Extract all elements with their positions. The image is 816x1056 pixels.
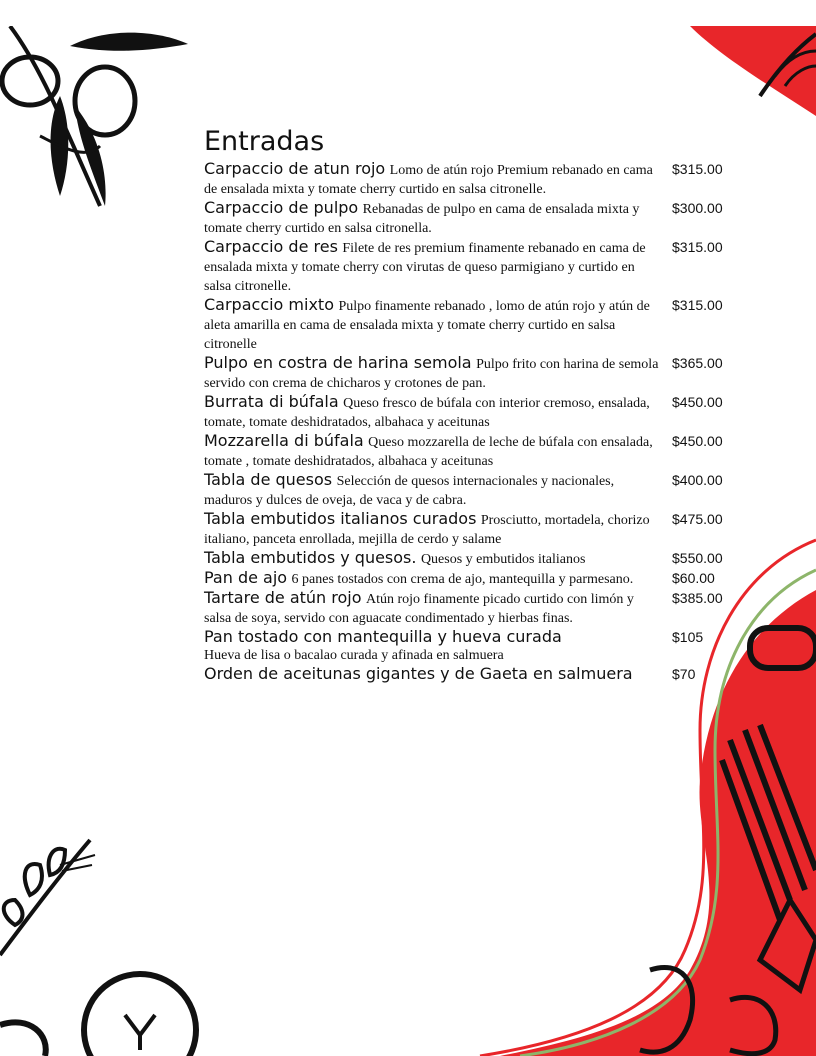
menu-item-description: Rebanadas de pulpo en cama de ensalada mixta y tomate cherry curtido en salsa citronella. xyxy=(204,202,640,236)
menu-item-description: Quesos y embutidos italianos xyxy=(420,552,586,567)
section-title: Entradas xyxy=(204,126,325,157)
menu-section xyxy=(204,126,734,684)
menu-item-description: Filete de res premium finamente rebanado en cama de ensalada mixta y tomate cherry con virutas de queso parmigiano y curtido en salsa citronelle. xyxy=(204,241,646,294)
menu-item-description: Queso fresco de búfala con interior cremoso, ensalada, tomate, tomate deshidratados, albahaca y aceitunas xyxy=(204,396,650,430)
menu-item xyxy=(204,510,734,549)
menu-item-price: $450.00 xyxy=(672,394,723,410)
menu-item xyxy=(204,199,734,238)
menu-item-text xyxy=(204,199,659,238)
menu-item xyxy=(204,296,734,354)
menu-item-text xyxy=(204,569,659,589)
menu-item xyxy=(204,569,734,589)
menu-item-text xyxy=(204,432,659,471)
menu-item xyxy=(204,549,734,569)
menu-item-text xyxy=(204,393,659,432)
menu-item-name: Pan tostado con mantequilla y hueva curada xyxy=(204,627,562,646)
menu-item-price: $550.00 xyxy=(672,550,723,566)
menu-item-price: $385.00 xyxy=(672,590,723,606)
menu-item-price: $450.00 xyxy=(672,433,723,449)
menu-item-name: Carpaccio de res xyxy=(204,237,338,256)
menu-item-description: Atún rojo finamente picado curtido con limón y salsa de soya, servido con aguacate condimentado y hierbas finas. xyxy=(204,592,634,626)
menu-item-text xyxy=(204,354,659,393)
menu-item-name: Mozzarella di búfala xyxy=(204,431,364,450)
menu-item-price: $315.00 xyxy=(672,239,723,255)
menu-item-name: Tartare de atún rojo xyxy=(204,588,362,607)
menu-item-price: $400.00 xyxy=(672,472,723,488)
menu-item-name: Tabla embutidos y quesos. xyxy=(204,548,417,567)
menu-item-description: Pulpo frito con harina de semola servido con crema de chicharos y crotones de pan. xyxy=(204,357,659,391)
menu-item-list xyxy=(204,160,734,684)
menu-item-name: Burrata di búfala xyxy=(204,392,339,411)
menu-item xyxy=(204,628,734,665)
olive-branch-illustration xyxy=(0,26,200,216)
menu-item-price: $105 xyxy=(672,629,704,645)
menu-item-name: Carpaccio de pulpo xyxy=(204,198,359,217)
menu-item xyxy=(204,589,734,628)
menu-item-text xyxy=(204,296,659,354)
menu-item-text xyxy=(204,471,659,510)
menu-item-price: $475.00 xyxy=(672,511,723,527)
menu-item-name: Carpaccio de atun rojo xyxy=(204,159,386,178)
menu-item-price: $60.00 xyxy=(672,570,715,586)
menu-item-name: Pan de ajo xyxy=(204,568,288,587)
menu-item-name: Tabla embutidos italianos curados xyxy=(204,509,477,528)
menu-item-price: $365.00 xyxy=(672,355,723,371)
menu-item xyxy=(204,354,734,393)
menu-item-text xyxy=(204,589,659,628)
menu-item-name: Orden de aceitunas gigantes y de Gaeta en salmuera xyxy=(204,664,633,683)
menu-item-description: Queso mozzarella de leche de búfala con ensalada, tomate , tomate deshidratados, albahaca y aceitunas xyxy=(204,435,653,469)
menu-item-text xyxy=(204,549,659,569)
menu-item xyxy=(204,665,734,684)
menu-item-name: Carpaccio mixto xyxy=(204,295,334,314)
menu-item-name: Pulpo en costra de harina semola xyxy=(204,353,472,372)
menu-item-price: $70 xyxy=(672,666,696,682)
menu-item xyxy=(204,160,734,199)
menu-item xyxy=(204,432,734,471)
menu-item-text xyxy=(204,510,659,549)
wheat-tomato-illustration xyxy=(0,835,200,1056)
menu-item-description: Hueva de lisa o bacalao curada y afinada en salmuera xyxy=(204,648,504,663)
menu-item xyxy=(204,238,734,296)
menu-item-description: Lomo de atún rojo Premium rebanado en cama de ensalada mixta y tomate cherry curtido en salsa citronelle. xyxy=(204,163,653,197)
menu-item-text xyxy=(204,628,659,665)
menu-item-description: 6 panes tostados con crema de ajo, mantequilla y parmesano. xyxy=(291,572,634,587)
menu-item-text xyxy=(204,665,659,684)
menu-item xyxy=(204,471,734,510)
menu-item-name: Tabla de quesos xyxy=(204,470,333,489)
red-corner-leaf-illustration xyxy=(690,26,816,116)
menu-item-price: $300.00 xyxy=(672,200,723,216)
menu-item-text xyxy=(204,160,659,199)
menu-item-price: $315.00 xyxy=(672,161,723,177)
menu-item-text xyxy=(204,238,659,296)
menu-item-description: Selección de quesos internacionales y nacionales, maduros y dulces de oveja, de vaca y de cabra. xyxy=(204,474,615,508)
menu-item-description: Prosciutto, mortadela, chorizo italiano, panceta enrollada, mejilla de cerdo y salame xyxy=(204,513,650,547)
menu-item-description: Pulpo finamente rebanado , lomo de atún rojo y atún de aleta amarilla en cama de ensalada mixta y tomate cherry curtido en salsa citronelle xyxy=(204,299,650,352)
menu-item xyxy=(204,393,734,432)
menu-item-price: $315.00 xyxy=(672,297,723,313)
